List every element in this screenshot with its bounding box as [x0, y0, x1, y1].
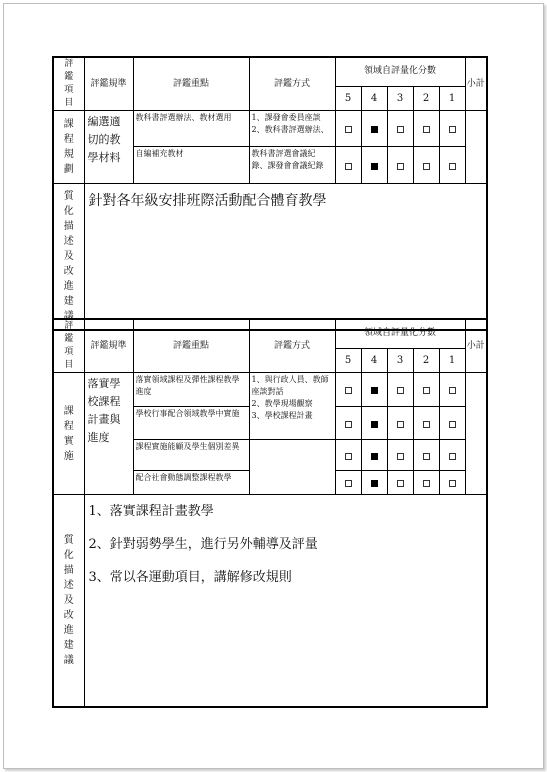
- desc-label-planning: 質化描述及改進建議: [53, 184, 84, 330]
- standard-planning: 編選適切的教學材料: [84, 111, 133, 184]
- rating-cell[interactable]: [413, 407, 439, 440]
- rating-cell[interactable]: [413, 373, 439, 407]
- checkbox-5[interactable]: [345, 126, 352, 133]
- rating-cell[interactable]: [387, 111, 413, 147]
- score-2: 2: [413, 86, 439, 110]
- rating-cell[interactable]: [387, 440, 413, 471]
- focus-planning-1: 教科書評選辦法、教材選用: [133, 111, 249, 147]
- desc-label-implementation: 質化描述及改進建議: [53, 495, 84, 707]
- score-4: 4: [361, 86, 387, 110]
- header-focus: 評鑑重點: [133, 57, 249, 111]
- rating-cell[interactable]: [387, 147, 413, 184]
- checkbox-3[interactable]: [397, 126, 404, 133]
- rating-cell[interactable]: [361, 111, 387, 147]
- rating-cell[interactable]: [387, 471, 413, 495]
- desc-line-3: 3、常以各運動項目，講解修改規則: [88, 570, 292, 585]
- focus-impl-1: 落實領域課程及彈性課程教學進度: [133, 373, 249, 407]
- method-planning-line-4: 錄、課發會會議紀錄: [251, 161, 324, 170]
- checkbox-1[interactable]: [449, 480, 456, 487]
- method-planning-line-3: 教科書評選會議紀: [251, 149, 316, 158]
- header-focus: 評鑑重點: [133, 319, 249, 373]
- rating-cell[interactable]: [335, 373, 361, 407]
- rating-cell[interactable]: [361, 147, 387, 184]
- header-subtotal: 小計: [465, 57, 487, 111]
- header-standard: 評鑑規準: [84, 319, 133, 373]
- method-planning-2: [249, 147, 335, 184]
- checkbox-4-checked[interactable]: [371, 421, 378, 428]
- checkbox-5[interactable]: [345, 387, 352, 394]
- rating-cell[interactable]: [361, 407, 387, 440]
- header-subtotal: 小計: [465, 319, 487, 373]
- checkbox-4-checked[interactable]: [371, 480, 378, 487]
- method-implementation: [249, 373, 335, 440]
- desc-text-planning[interactable]: 針對各年級安排班際活動配合體育教學: [84, 184, 487, 330]
- rating-cell[interactable]: [413, 147, 439, 184]
- rating-cell[interactable]: [439, 373, 465, 407]
- checkbox-1[interactable]: [449, 453, 456, 460]
- rating-cell[interactable]: [439, 407, 465, 440]
- header-method: 評鑑方式: [249, 319, 335, 373]
- checkbox-1[interactable]: [449, 421, 456, 428]
- header-score: 領域自評量化分數: [335, 319, 465, 348]
- desc-line-1: 1、落實課程計畫教學: [88, 504, 214, 519]
- score-5: 5: [335, 86, 361, 110]
- standard-implementation: 落實學校課程計畫與進度: [84, 373, 133, 495]
- evaluation-table-planning: [52, 56, 488, 331]
- desc-line-2: 2、針對弱勢學生，進行另外輔導及評量: [88, 537, 318, 552]
- subtotal-planning[interactable]: [465, 111, 487, 184]
- checkbox-2[interactable]: [423, 453, 430, 460]
- method-planning-line-2: 2、教科書評選辦法、: [251, 125, 329, 134]
- checkbox-4-checked[interactable]: [371, 163, 378, 170]
- item-implementation: 課程實施: [53, 373, 84, 495]
- checkbox-2[interactable]: [423, 480, 430, 487]
- checkbox-1[interactable]: [449, 126, 456, 133]
- rating-cell[interactable]: [335, 471, 361, 495]
- score-4: 4: [361, 348, 387, 372]
- checkbox-5[interactable]: [345, 421, 352, 428]
- checkbox-3[interactable]: [397, 421, 404, 428]
- rating-cell[interactable]: [439, 440, 465, 471]
- method-impl-line-2: 2、教學現場觀察: [251, 399, 313, 408]
- focus-planning-2: 自編補充教材: [133, 147, 249, 184]
- method-planning-1: [249, 111, 335, 147]
- rating-cell[interactable]: [439, 147, 465, 184]
- checkbox-3[interactable]: [397, 453, 404, 460]
- checkbox-2[interactable]: [423, 126, 430, 133]
- header-standard: 評鑑規準: [84, 57, 133, 111]
- rating-cell[interactable]: [361, 440, 387, 471]
- method-impl-blank: [249, 440, 335, 495]
- checkbox-3[interactable]: [397, 163, 404, 170]
- checkbox-1[interactable]: [449, 387, 456, 394]
- method-impl-line-3: 3、學校課程計畫: [251, 411, 313, 420]
- method-impl-line-1: 1、與行政人員、教師座談對話: [251, 375, 329, 396]
- rating-cell[interactable]: [361, 471, 387, 495]
- rating-cell[interactable]: [439, 111, 465, 147]
- desc-text-implementation[interactable]: [84, 495, 487, 707]
- header-item: 評鑑項目: [53, 57, 84, 111]
- score-2: 2: [413, 348, 439, 372]
- focus-impl-3: 課程實施能顧及學生個別差異: [133, 440, 249, 471]
- evaluation-table-implementation: [52, 318, 488, 708]
- rating-cell[interactable]: [413, 111, 439, 147]
- rating-cell[interactable]: [387, 373, 413, 407]
- score-5: 5: [335, 348, 361, 372]
- checkbox-2[interactable]: [423, 387, 430, 394]
- checkbox-2[interactable]: [423, 421, 430, 428]
- score-3: 3: [387, 348, 413, 372]
- checkbox-1[interactable]: [449, 163, 456, 170]
- score-1: 1: [439, 86, 465, 110]
- checkbox-5[interactable]: [345, 163, 352, 170]
- method-planning-line-1: 1、課發會委員座談: [251, 113, 321, 122]
- checkbox-2[interactable]: [423, 163, 430, 170]
- score-1: 1: [439, 348, 465, 372]
- checkbox-4-checked[interactable]: [371, 387, 378, 394]
- header-method: 評鑑方式: [249, 57, 335, 111]
- header-item: 評鑑項目: [53, 319, 84, 373]
- checkbox-4-checked[interactable]: [371, 126, 378, 133]
- rating-cell[interactable]: [335, 440, 361, 471]
- rating-cell[interactable]: [361, 373, 387, 407]
- focus-impl-4: 配合社會動態調整課程教學: [133, 471, 249, 495]
- subtotal-implementation[interactable]: [465, 373, 487, 495]
- rating-cell[interactable]: [439, 471, 465, 495]
- rating-cell[interactable]: [387, 407, 413, 440]
- rating-cell[interactable]: [413, 440, 439, 471]
- checkbox-4-checked[interactable]: [371, 453, 378, 460]
- checkbox-3[interactable]: [397, 480, 404, 487]
- rating-cell[interactable]: [335, 111, 361, 147]
- checkbox-3[interactable]: [397, 387, 404, 394]
- header-score: 領域自評量化分數: [335, 57, 465, 86]
- score-3: 3: [387, 86, 413, 110]
- rating-cell[interactable]: [413, 471, 439, 495]
- rating-cell[interactable]: [335, 147, 361, 184]
- checkbox-5[interactable]: [345, 453, 352, 460]
- item-planning: 課程規劃: [53, 111, 84, 184]
- focus-impl-2: 學校行事配合領域教學中實施: [133, 407, 249, 440]
- rating-cell[interactable]: [335, 407, 361, 440]
- checkbox-5[interactable]: [345, 480, 352, 487]
